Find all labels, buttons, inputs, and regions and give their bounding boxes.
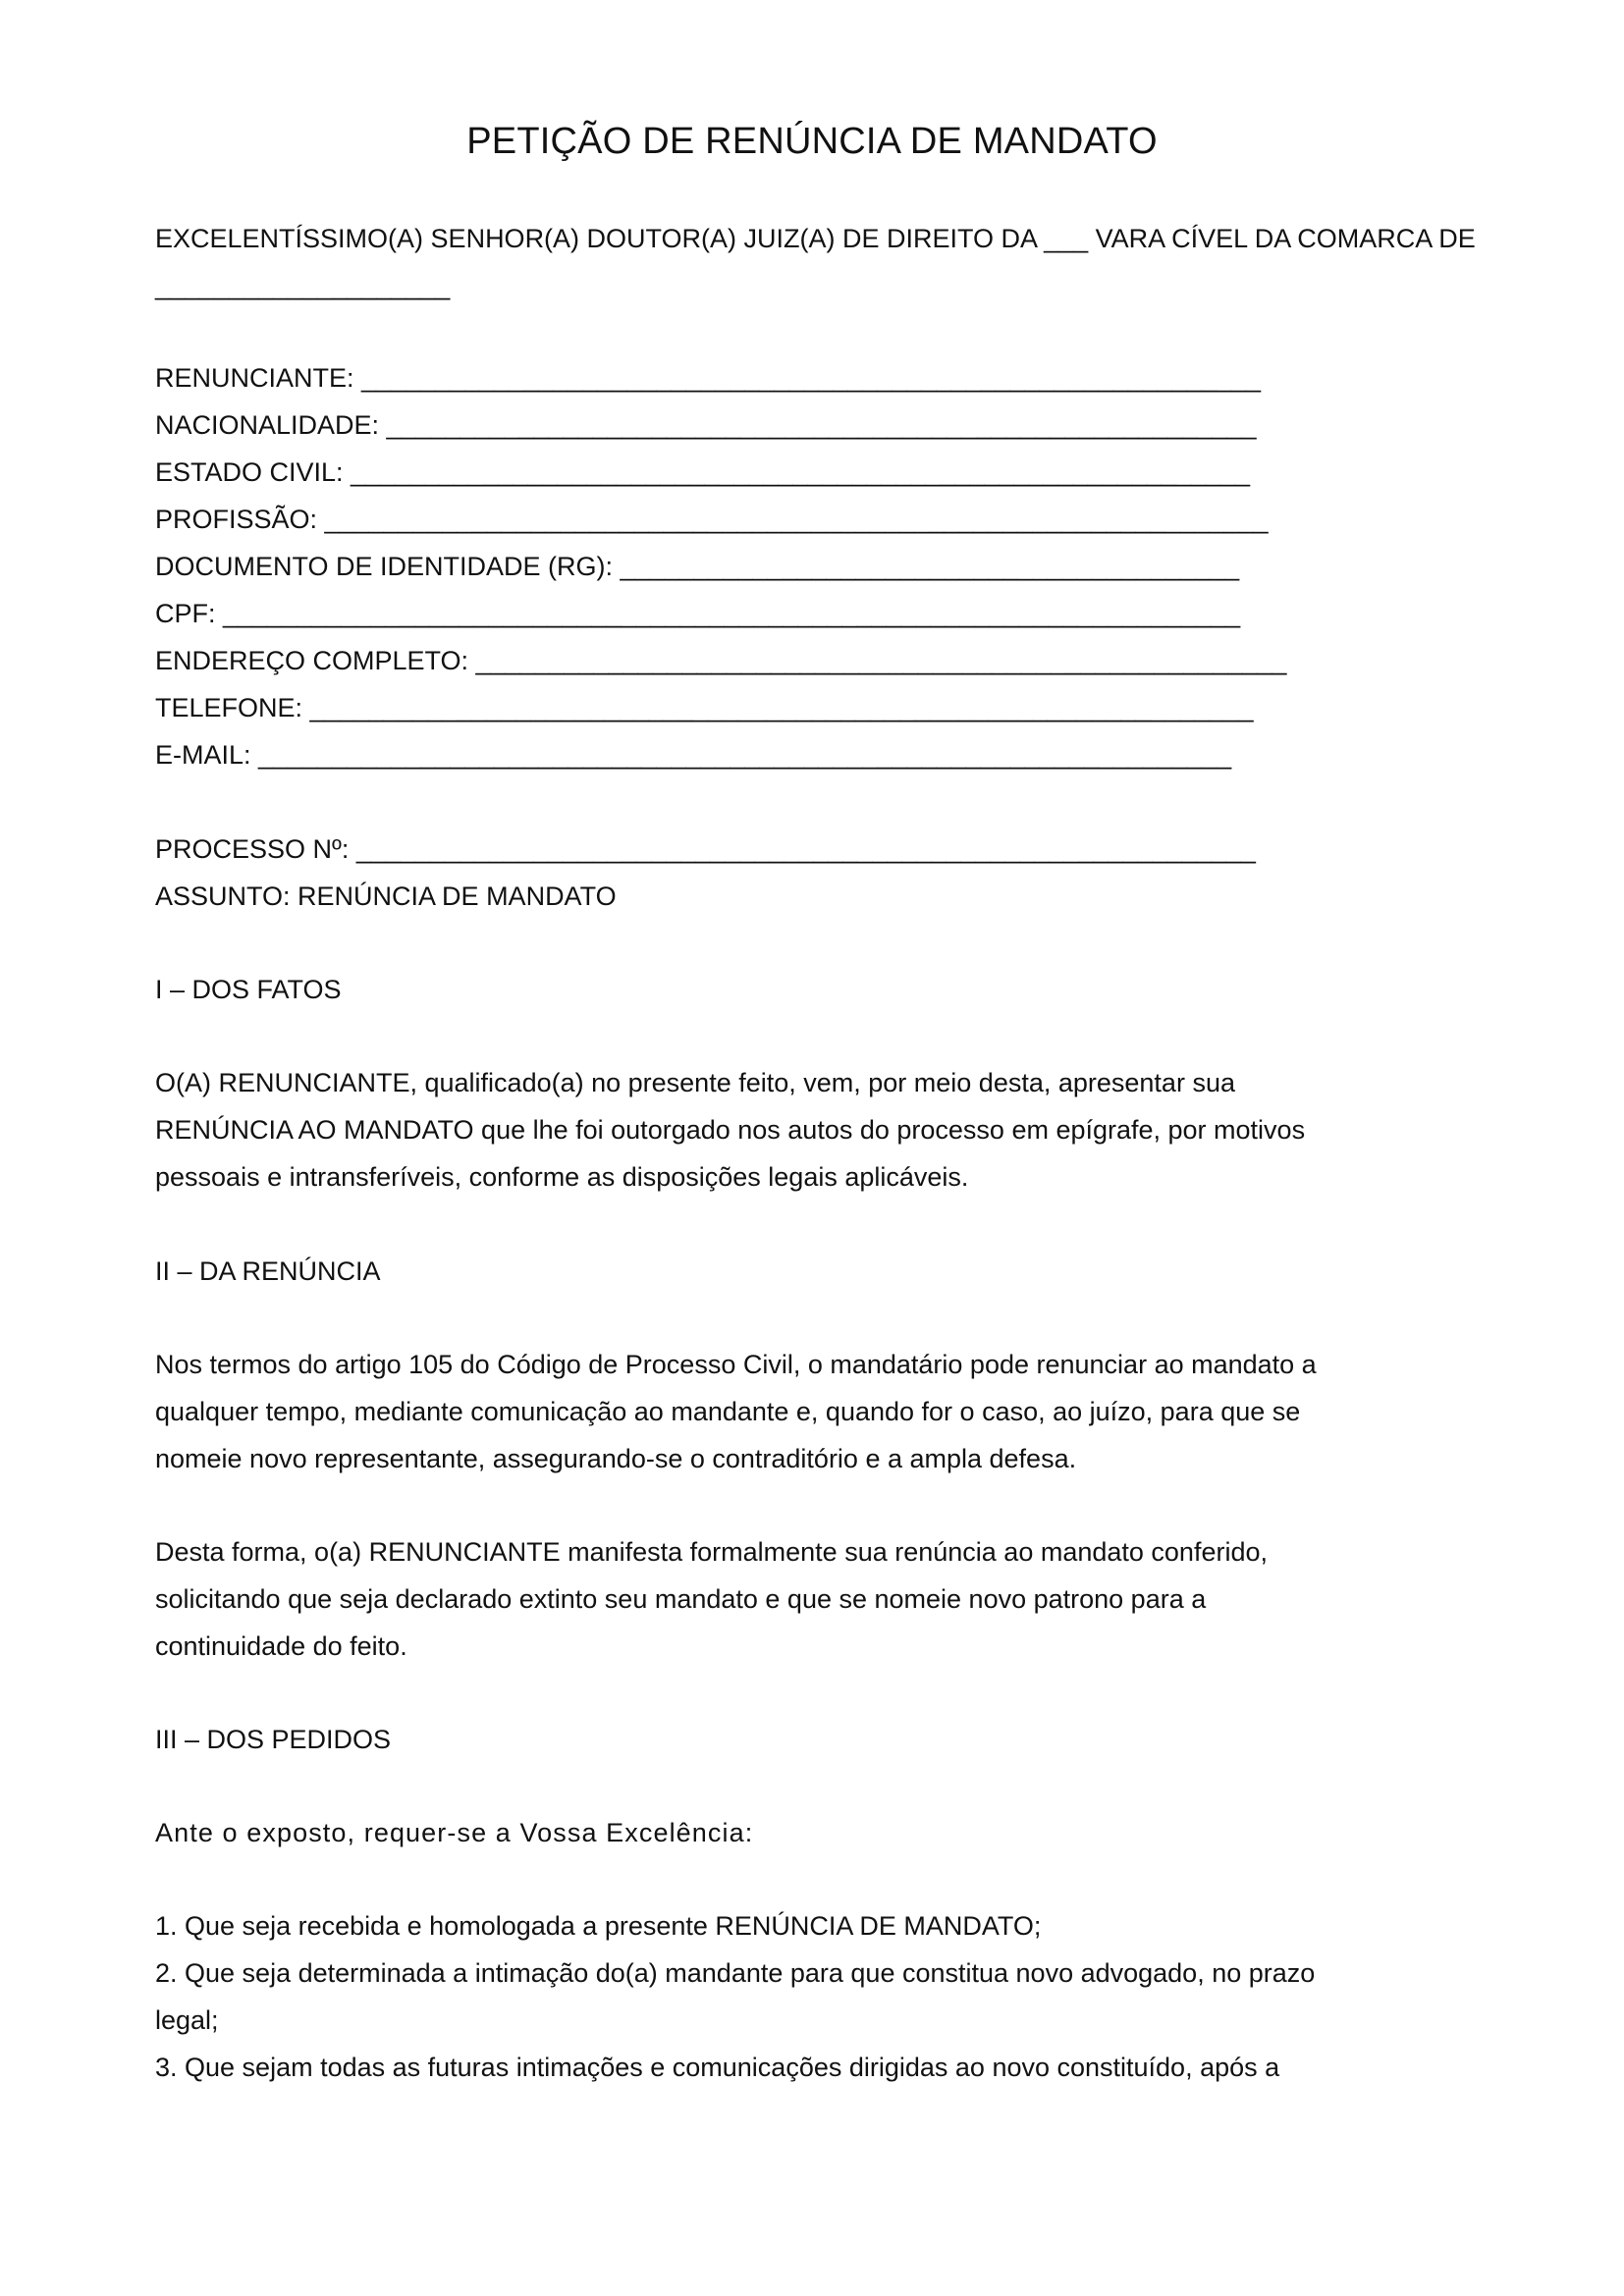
addressee-line-1: EXCELENTÍSSIMO(A) SENHOR(A) DOUTOR(A) JUIZ(A) DE DIREITO DA ___ VARA CÍVEL DA COMARCA DE [155, 224, 1476, 253]
section2-p1-line-2: qualquer tempo, mediante comunicação ao mandante e, quando for o caso, ao juízo, para que se [155, 1397, 1301, 1426]
field-email: E-MAIL: __________________________________________________________________ [155, 740, 1232, 770]
section2-heading: II – DA RENÚNCIA [155, 1256, 381, 1286]
section2-p2-line-1: Desta forma, o(a) RENUNCIANTE manifesta formalmente sua renúncia ao mandato conferido, [155, 1537, 1268, 1567]
section1-line-2: RENÚNCIA AO MANDATO que lhe foi outorgado nos autos do processo em epígrafe, por motivos [155, 1115, 1306, 1145]
field-estado-civil: ESTADO CIVIL: _____________________________________________________________ [155, 457, 1251, 487]
addressee-line-2: ____________________ [155, 271, 451, 300]
request-item-2: 2. Que seja determinada a intimação do(a) mandante para que constitua novo advogado, no prazo [155, 1958, 1316, 1988]
section1-line-3: pessoais e intransferíveis, conforme as disposições legais aplicáveis. [155, 1162, 969, 1192]
field-endereco: ENDEREÇO COMPLETO: _______________________________________________________ [155, 646, 1287, 675]
section2-p1-line-3: nomeie novo representante, assegurando-se o contraditório e a ampla defesa. [155, 1444, 1077, 1473]
field-nacionalidade: NACIONALIDADE: ___________________________________________________________ [155, 410, 1257, 440]
field-profissao: PROFISSÃO: ________________________________________________________________ [155, 505, 1269, 534]
section3-intro: Ante o exposto, requer-se a Vossa Excelência: [155, 1818, 754, 1847]
document-title: PETIÇÃO DE RENÚNCIA DE MANDATO [466, 121, 1158, 162]
field-telefone: TELEFONE: ________________________________________________________________ [155, 693, 1254, 722]
section3-heading: III – DOS PEDIDOS [155, 1725, 392, 1754]
request-item-2-cont: legal; [155, 2005, 219, 2035]
request-item-1: 1. Que seja recebida e homologada a presente RENÚNCIA DE MANDATO; [155, 1911, 1042, 1941]
process-subject: ASSUNTO: RENÚNCIA DE MANDATO [155, 881, 617, 911]
section1-heading: I – DOS FATOS [155, 975, 342, 1004]
section2-p2-line-2: solicitando que seja declarado extinto seu mandato e que se nomeie novo patrono para a [155, 1584, 1207, 1614]
field-rg: DOCUMENTO DE IDENTIDADE (RG): __________________________________________ [155, 552, 1240, 581]
section1-line-1: O(A) RENUNCIANTE, qualificado(a) no presente feito, vem, por meio desta, apresentar sua [155, 1068, 1235, 1097]
request-item-3: 3. Que sejam todas as futuras intimações e comunicações dirigidas ao novo constituído, após a [155, 2053, 1280, 2082]
field-cpf: CPF: _____________________________________________________________________ [155, 599, 1241, 628]
section2-p1-line-1: Nos termos do artigo 105 do Código de Processo Civil, o mandatário pode renunciar ao mandato a [155, 1350, 1317, 1379]
field-renunciante: RENUNCIANTE: _____________________________________________________________ [155, 363, 1261, 393]
process-number: PROCESSO Nº: _____________________________________________________________ [155, 834, 1256, 864]
section2-p2-line-3: continuidade do feito. [155, 1631, 407, 1661]
